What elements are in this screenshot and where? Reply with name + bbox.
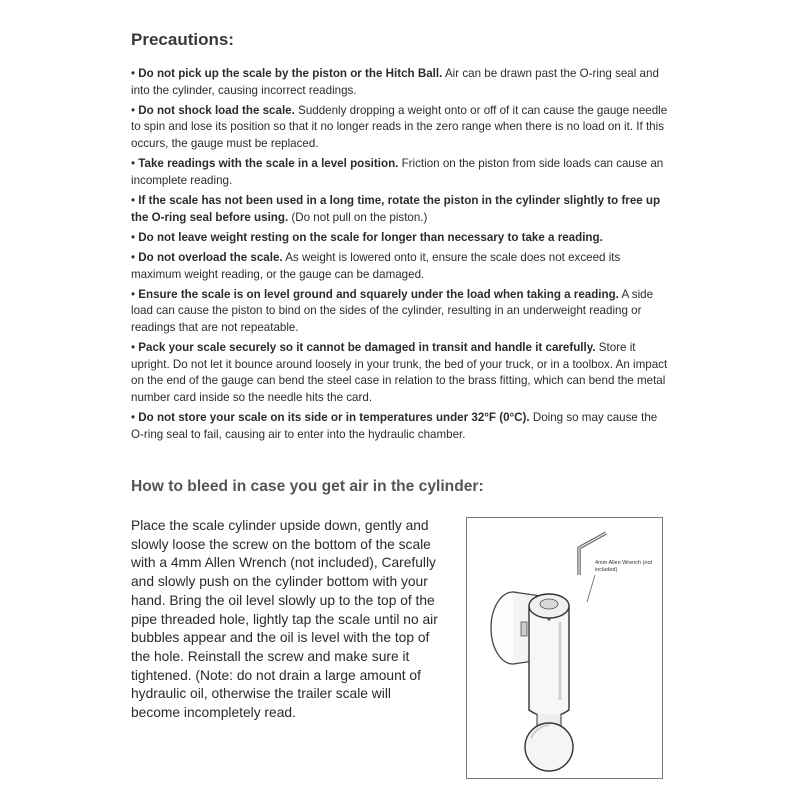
item-text: (Do not pull on the piston.) <box>288 210 428 224</box>
precautions-list <box>131 66 671 447</box>
list-item <box>131 230 671 247</box>
item-bold-text: Ensure the scale is on level ground and squarely under the load when taking a reading. <box>138 287 619 301</box>
item-bold-text: Do not leave weight resting on the scale for longer than necessary to take a reading. <box>138 230 603 244</box>
item-text: A side load can cause the piston to bind on the sides of the cylinder, resulting in an underweight reading or readings that are not repeatable. <box>131 287 654 334</box>
bullet: • <box>131 250 136 264</box>
list-item <box>131 156 671 189</box>
bleed-section-title: How to bleed in case you get air in the cylinder: <box>131 478 484 495</box>
bullet: • <box>131 230 136 244</box>
item-text: Friction on the piston from side loads can cause an incomplete reading. <box>131 157 664 187</box>
list-item <box>131 193 671 226</box>
item-bold-text: Do not store your scale on its side or in temperatures under 32°F (0°C). <box>138 411 530 425</box>
scale-cylinder <box>529 606 569 717</box>
item-bold-text: Do not shock load the scale. <box>138 103 295 117</box>
item-text: Suddenly dropping a weight onto or off of it can cause the gauge needle to spin and lose its position so that it no longer reads in the zero range when there is no load on it. If this occurs, the gauge must be replaced. <box>131 103 668 150</box>
scale-illustration <box>467 518 664 780</box>
list-item <box>131 250 671 283</box>
page-title: Precautions: <box>131 30 234 49</box>
list-item <box>131 340 671 406</box>
list-item <box>131 287 671 337</box>
item-text: Store it upright. Do not let it bounce around loosely in your trunk, the bed of your truck, or in a toolbox. An impact on the end of the gauge can bend the steel case in relation to the brass fitting, which can bend the metal number card inside so the needle hits the card. <box>131 341 668 404</box>
item-bold-text: Do not pick up the scale by the piston or the Hitch Ball. <box>138 67 443 80</box>
bullet: • <box>131 193 136 207</box>
item-text: Air can be drawn past the O-ring seal and into the cylinder, causing incorrect readings. <box>131 67 659 97</box>
scale-figure <box>466 517 663 779</box>
item-text: As weight is lowered onto it, ensure the scale does not exceed its maximum weight reading, or the gauge can be damaged. <box>131 250 621 281</box>
list-item <box>131 410 671 443</box>
item-text: Doing so may cause the O-ring seal to fail, causing air to enter into the hydraulic chamber. <box>131 411 658 441</box>
bullet: • <box>131 103 136 117</box>
bullet: • <box>131 411 136 425</box>
list-item <box>131 66 671 99</box>
bullet: • <box>131 67 136 80</box>
wrench-label: 4mm Allen Wrench (not included) <box>595 560 653 573</box>
bullet: • <box>131 287 136 301</box>
bullet: • <box>131 157 136 171</box>
item-bold-text: Do not overload the scale. <box>138 250 283 264</box>
bullet: • <box>131 341 136 355</box>
item-bold-text: Take readings with the scale in a level position. <box>138 157 399 171</box>
hitch-ball <box>525 723 573 771</box>
item-bold-text: If the scale has not been used in a long time, rotate the piston in the cylinder slightly to free up the O-ring seal before using. <box>131 193 661 224</box>
list-item <box>131 103 671 153</box>
bleed-instructions: Place the scale cylinder upside down, gently and slowly loose the screw on the bottom of the scale with a 4mm Allen Wrench (not included), Carefully and slowly push on the cylinder bottom with your hand. Bring the oil level slowly up to the top of the pipe threaded hole, lightly tap the scale until no air bubbles appear and the oil is level with the top of the hole. Reinstall the screw and make sure it tightened. (Note: do not drain a large amount of hydraulic oil, otherwise the trailer scale will become incompletely read. <box>131 518 438 721</box>
item-bold-text: Pack your scale securely so it cannot be damaged in transit and handle it carefully. <box>138 341 596 355</box>
